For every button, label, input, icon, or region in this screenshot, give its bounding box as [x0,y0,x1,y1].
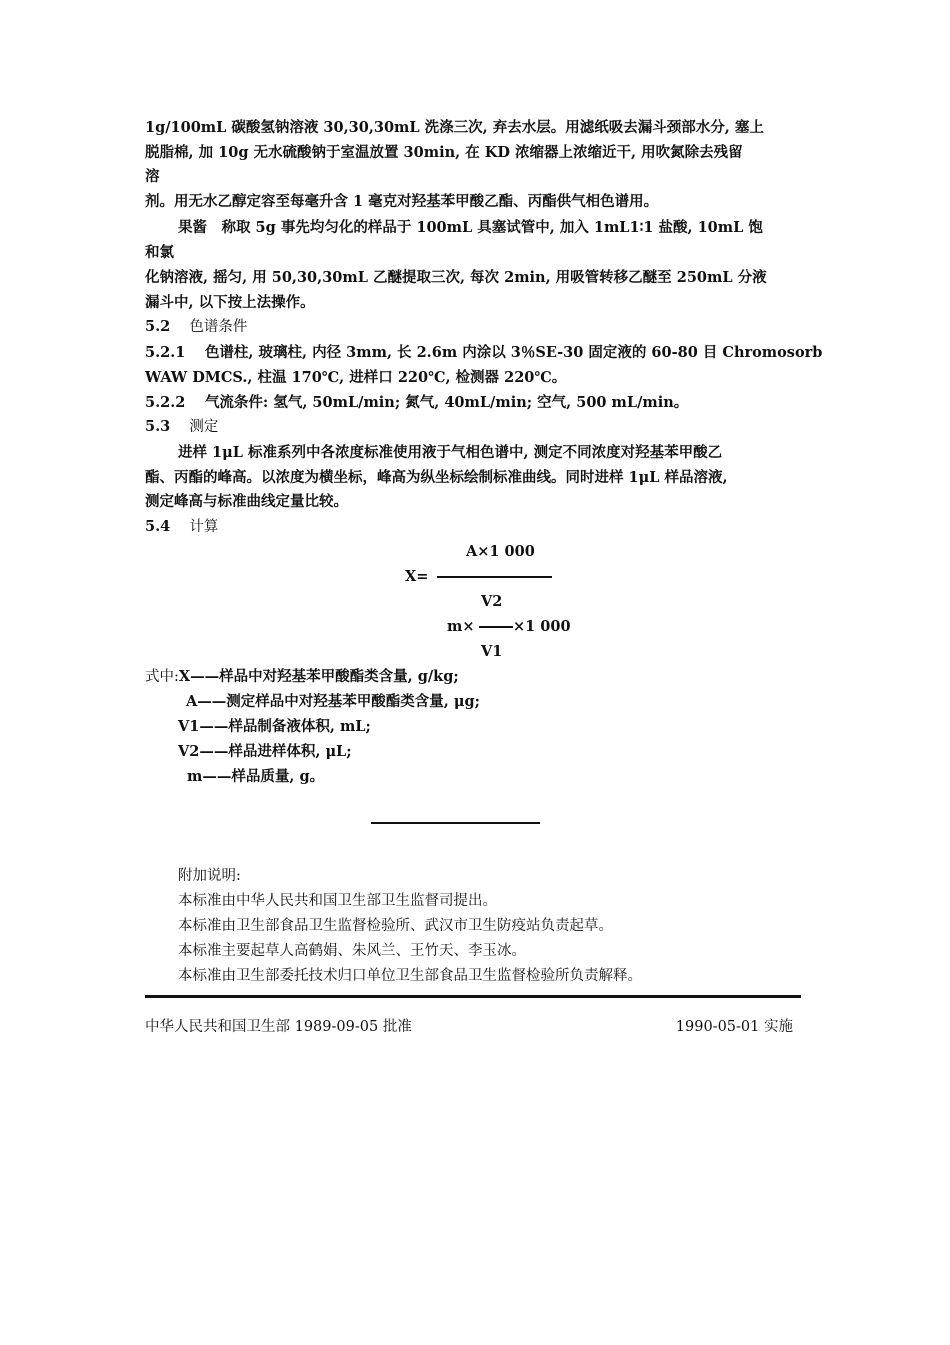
section-number: 5.2.1 [145,344,186,361]
formula-inner-suffix: ×1 000 [513,618,571,635]
definition-symbol: m [187,768,203,785]
section-divider [371,822,540,824]
section-5-2-1 [145,343,822,363]
section-5-2-2 [145,393,688,413]
body-text-line: 漏斗中, 以下按上法操作。 [145,294,315,311]
section-title: 色谱条件 [189,319,248,335]
definition-row [186,692,480,712]
body-text-line: 和氯 [145,244,174,261]
note-line: 本标准主要起草人高鹤娟、朱风兰、王竹天、李玉冰。 [178,943,526,959]
definition-text: ——测定样品中对羟基苯甲酸酯类含量, μg; [197,693,480,710]
notes-title: 附加说明: [178,868,241,884]
body-text-line: 测定峰高与标准曲线定量比较。 [145,493,348,510]
body-text-line: 溶 [145,168,160,185]
definition-row [145,667,459,687]
definitions-intro: 式中: [145,669,179,685]
definition-row [178,717,371,737]
definition-text: ——样品中对羟基苯甲酸酯类含量, g/kg; [190,668,459,685]
body-text-line: 剂。用无水乙醇定容至每毫升含 1 毫克对羟基苯甲酸乙酯、丙酯供气相色谱用。 [145,193,659,210]
definition-row [178,742,352,762]
section-number: 5.2.2 [145,394,186,411]
section-heading [145,317,247,337]
body-text: 气流条件: 氢气, 50mL/min; 氮气, 40mL/min; 空气, 500 mL/min。 [204,394,689,411]
section-title: 计算 [189,519,219,535]
formula-numerator: A×1 000 [466,543,535,560]
effective-date: 1990-05-01 实施 [675,1019,793,1035]
definition-symbol: A [186,693,198,710]
section-title: 测定 [189,419,219,435]
definition-symbol: V1 [178,718,200,735]
footer-rule [145,995,801,998]
inner-fraction-bar [479,626,513,628]
section-number: 5.4 [145,518,171,535]
body-text-line: WAW DMCS., 柱温 170℃, 进样口 220℃, 检测器 220℃。 [145,369,567,386]
definition-symbol: V2 [178,743,200,760]
body-text-line: 1g/100mL 碳酸氢钠溶液 30,30,30mL 洗涤三次, 弃去水层。用滤纸吸去漏斗颈部水分, 塞上 [145,119,764,136]
section-number: 5.3 [145,418,171,435]
body-text-line: 果酱 称取 5g 事先均匀化的样品于 100mL 具塞试管中, 加入 1mL1∶1 盐酸, 10mL 饱 [178,219,763,236]
section-heading [145,417,218,437]
body-text-line: 酯、丙酯的峰高。以浓度为横坐标，峰高为纵坐标绘制标准曲线。同时进样 1μL 样品溶液, [145,469,728,486]
definition-text: ——样品制备液体积, mL; [199,718,371,735]
definition-symbol: X [178,668,191,685]
body-text-line: 化钠溶液, 摇匀, 用 50,30,30mL 乙醚提取三次, 每次 2min, 用吸管转移乙醚至 250mL 分液 [145,269,767,286]
formula-lhs: X= [405,568,429,585]
body-text-line: 脱脂棉, 加 10g 无水硫酸钠于室温放置 30min, 在 KD 浓缩器上浓缩近干, 用吹氮除去残留 [145,144,743,161]
definition-row [187,767,324,787]
section-number: 5.2 [145,318,171,335]
body-text: 色谱柱, 玻璃柱, 内径 3mm, 长 2.6m 内涂以 3％SE-30 固定液的 60-80 目 Chromosorb [204,344,823,361]
definition-text: ——样品进样体积, μL; [199,743,352,760]
definition-text: ——样品质量, g。 [202,768,325,785]
formula-inner-under: V1 [481,643,503,660]
body-text-line: 进样 1μL 标准系列中各浓度标准使用液于气相色谱中, 测定不同浓度对羟基苯甲酸乙 [178,444,723,461]
note-line: 本标准由卫生部委托技术归口单位卫生部食品卫生监督检验所负责解释。 [178,968,642,984]
formula-inner-prefix: m× [447,618,475,635]
section-heading [145,517,218,537]
note-line: 本标准由中华人民共和国卫生部卫生监督司提出。 [178,893,497,909]
fraction-bar [437,576,552,578]
approval-date: 中华人民共和国卫生部 1989-09-05 批准 [145,1019,412,1035]
note-line: 本标准由卫生部食品卫生监督检验所、武汉市卫生防疫站负责起草。 [178,918,613,934]
formula-inner-numerator: V2 [481,593,503,610]
